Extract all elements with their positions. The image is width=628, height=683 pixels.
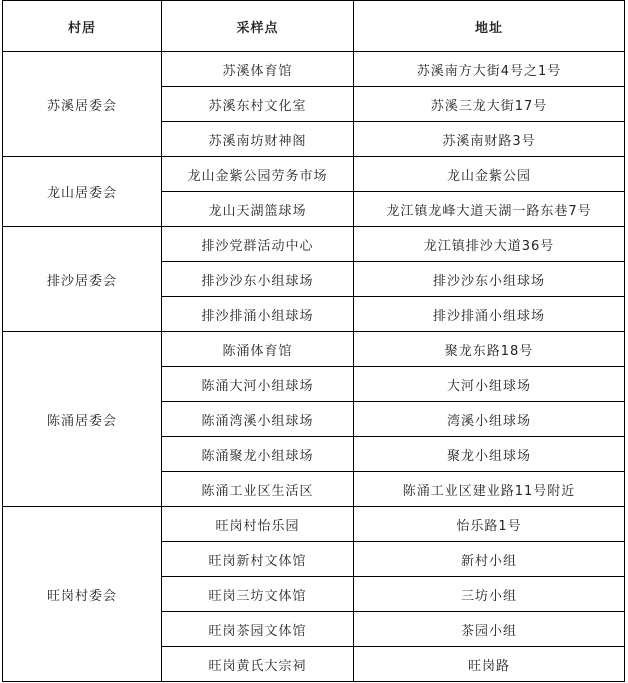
address-cell: 湾溪小组球场 <box>354 402 625 437</box>
site-cell: 陈涌聚龙小组球场 <box>162 437 354 472</box>
address-cell: 聚龙小组球场 <box>354 437 625 472</box>
site-cell: 旺岗新村文体馆 <box>162 542 354 577</box>
site-cell: 排沙沙东小组球场 <box>162 262 354 297</box>
address-cell: 旺岗路 <box>354 647 625 682</box>
sampling-sites-table <box>2 0 625 682</box>
table-row <box>3 52 625 87</box>
address-cell: 新村小组 <box>354 542 625 577</box>
address-cell: 排沙沙东小组球场 <box>354 262 625 297</box>
address-cell: 聚龙东路18号 <box>354 332 625 367</box>
site-cell: 旺岗三坊文体馆 <box>162 577 354 612</box>
table-header <box>3 1 625 52</box>
village-cell: 苏溪居委会 <box>3 52 162 157</box>
address-cell: 茶园小组 <box>354 612 625 647</box>
header-village: 村居 <box>3 1 162 52</box>
table-body <box>3 52 625 682</box>
address-cell: 龙山金紫公园 <box>354 157 625 192</box>
address-cell: 苏溪三龙大街17号 <box>354 87 625 122</box>
header-row <box>3 1 625 52</box>
site-cell: 旺岗黄氏大宗祠 <box>162 647 354 682</box>
address-cell: 龙江镇排沙大道36号 <box>354 227 625 262</box>
site-cell: 陈涌湾溪小组球场 <box>162 402 354 437</box>
address-cell: 龙江镇龙峰大道天湖一路东巷7号 <box>354 192 625 227</box>
site-cell: 苏溪体育馆 <box>162 52 354 87</box>
table-row <box>3 157 625 192</box>
table-row <box>3 332 625 367</box>
site-cell: 排沙排涌小组球场 <box>162 297 354 332</box>
address-cell: 陈涌工业区建业路11号附近 <box>354 472 625 507</box>
table-row <box>3 507 625 542</box>
site-cell: 陈涌体育馆 <box>162 332 354 367</box>
village-cell: 排沙居委会 <box>3 227 162 332</box>
address-cell: 苏溪南财路3号 <box>354 122 625 157</box>
village-cell: 旺岗村委会 <box>3 507 162 682</box>
header-address: 地址 <box>354 1 625 52</box>
address-cell: 三坊小组 <box>354 577 625 612</box>
site-cell: 苏溪东村文化室 <box>162 87 354 122</box>
site-cell: 排沙党群活动中心 <box>162 227 354 262</box>
table-row <box>3 227 625 262</box>
site-cell: 龙山天湖篮球场 <box>162 192 354 227</box>
site-cell: 苏溪南坊财神阁 <box>162 122 354 157</box>
address-cell: 大河小组球场 <box>354 367 625 402</box>
address-cell: 怡乐路1号 <box>354 507 625 542</box>
address-cell: 苏溪南方大街4号之1号 <box>354 52 625 87</box>
site-cell: 陈涌工业区生活区 <box>162 472 354 507</box>
site-cell: 龙山金紫公园劳务市场 <box>162 157 354 192</box>
site-cell: 陈涌大河小组球场 <box>162 367 354 402</box>
header-site: 采样点 <box>162 1 354 52</box>
address-cell: 排沙排涌小组球场 <box>354 297 625 332</box>
village-cell: 陈涌居委会 <box>3 332 162 507</box>
site-cell: 旺岗茶园文体馆 <box>162 612 354 647</box>
site-cell: 旺岗村怡乐园 <box>162 507 354 542</box>
village-cell: 龙山居委会 <box>3 157 162 227</box>
